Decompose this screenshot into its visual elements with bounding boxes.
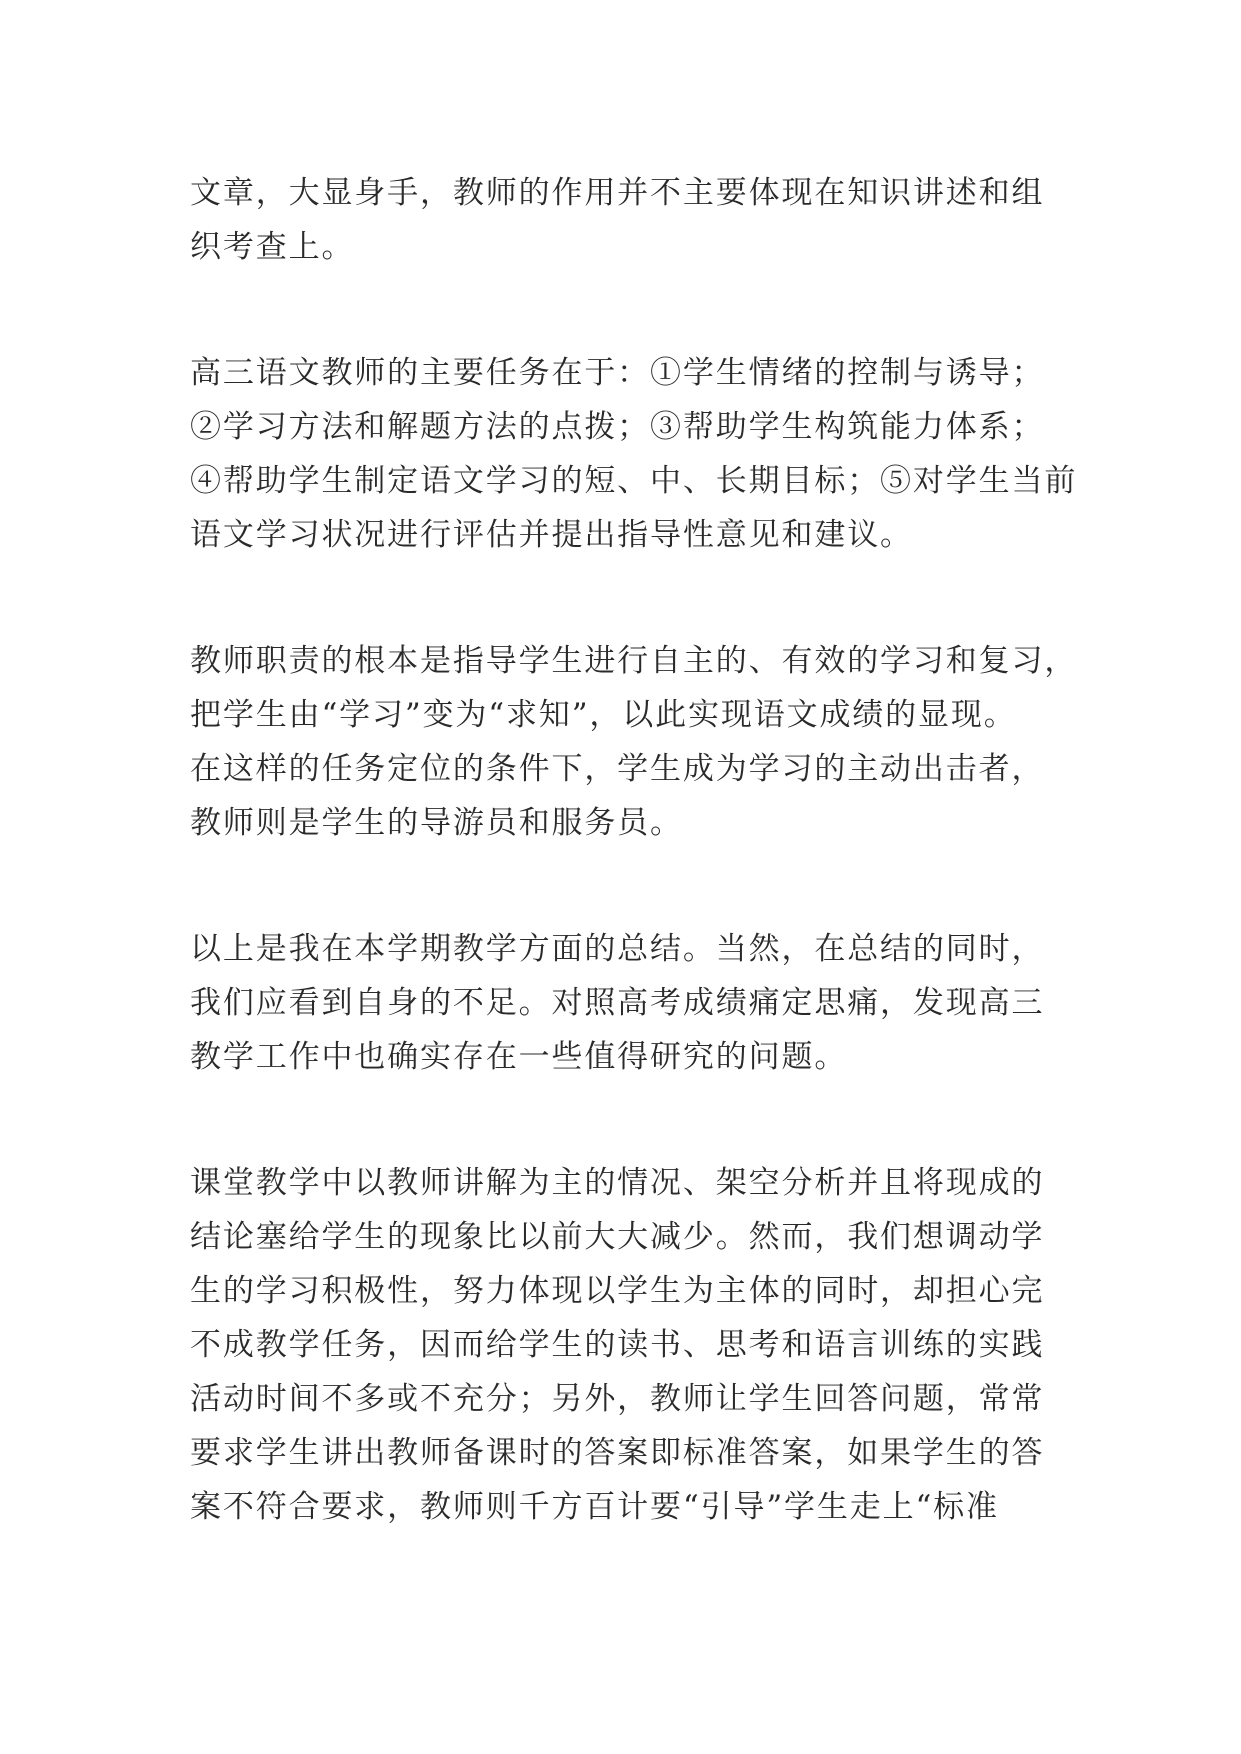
- text-line: 活动时间不多或不充分；另外，教师让学生回答问题，常常: [190, 1381, 1045, 1417]
- text-line: 案不符合要求，教师则千方百计要“引导”学生走上“标准: [190, 1489, 999, 1525]
- text-line: 要求学生讲出教师备课时的答案即标准答案，如果学生的答: [190, 1435, 1045, 1471]
- paragraph-4: [190, 922, 1070, 1084]
- text-line: 教师职责的根本是指导学生进行自主的、有效的学习和复习，: [190, 643, 1078, 679]
- text-line: ②学习方法和解题方法的点拨；③帮助学生构筑能力体系；: [190, 409, 1045, 445]
- text-line: 课堂教学中以教师讲解为主的情况、架空分析并且将现成的: [190, 1165, 1045, 1201]
- text-line: 语文学习状况进行评估并提出指导性意见和建议。: [190, 517, 913, 553]
- text-line: 生的学习积极性，努力体现以学生为主体的同时，却担心完: [190, 1273, 1045, 1309]
- paragraph-2: [190, 346, 1078, 562]
- text-line: 不成教学任务，因而给学生的读书、思考和语言训练的实践: [190, 1327, 1045, 1363]
- paragraph-3: [190, 634, 1078, 850]
- paragraph-5: [190, 1156, 1070, 1534]
- text-line: 我们应看到自身的不足。对照高考成绩痛定思痛，发现高三: [190, 985, 1045, 1021]
- document-body: [190, 166, 1078, 1606]
- text-line: 以上是我在本学期教学方面的总结。当然，在总结的同时，: [190, 931, 1045, 967]
- text-line: 结论塞给学生的现象比以前大大减少。然而，我们想调动学: [190, 1219, 1045, 1255]
- text-line: 织考查上。: [190, 229, 355, 265]
- text-line: 高三语文教师的主要任务在于：①学生情绪的控制与诱导；: [190, 355, 1045, 391]
- text-line: 教师则是学生的导游员和服务员。: [190, 805, 683, 841]
- text-line: 在这样的任务定位的条件下，学生成为学习的主动出击者，: [190, 751, 1045, 787]
- text-line: ④帮助学生制定语文学习的短、中、长期目标；⑤对学生当前: [190, 463, 1078, 499]
- text-line: 把学生由“学习”变为“求知”，以此实现语文成绩的显现。: [190, 697, 1017, 733]
- paragraph-1: [190, 166, 1070, 274]
- text-line: 文章，大显身手，教师的作用并不主要体现在知识讲述和组: [190, 175, 1045, 211]
- text-line: 教学工作中也确实存在一些值得研究的问题。: [190, 1039, 848, 1075]
